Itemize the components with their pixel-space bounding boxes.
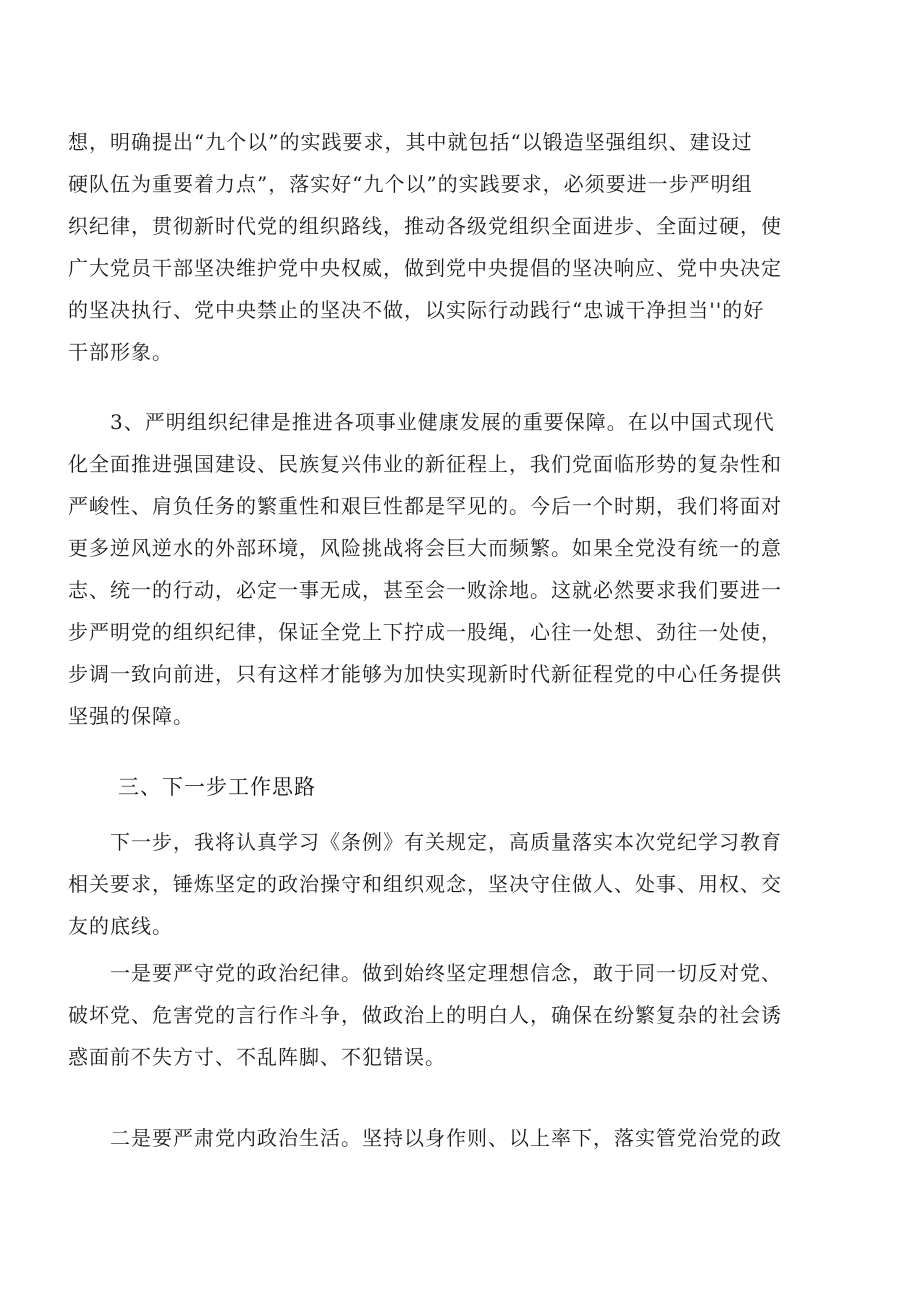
text-line: 硬队伍为重要着力点”，落实好“九个以”的实践要求，必须要进一步严明组 <box>68 172 753 196</box>
text-line: 的坚决执行、党中央禁止的坚决不做，以实际行动践行“忠诚干净担当''的好 <box>68 298 765 322</box>
text-line: 惑面前不失方寸、不乱阵脚、不犯错误。 <box>68 1045 446 1069</box>
text-line: 干部形象。 <box>68 340 173 364</box>
text-line: 坚强的保障。 <box>68 704 194 728</box>
text-line: 严峻性、肩负任务的繁重性和艰巨性都是罕见的。今后一个时期，我们将面对 <box>68 494 782 518</box>
text-line: 友的底线。 <box>68 914 173 938</box>
text-line: 二是要严肃党内政治生活。坚持以身作则、以上率下，落实管党治党的政 <box>68 1126 782 1150</box>
paragraph-party-life <box>68 1117 858 1159</box>
section-heading: 三、下一步工作思路 <box>118 775 316 799</box>
paragraph-continuation <box>68 121 858 373</box>
paragraph-political-discipline <box>68 952 858 1078</box>
text-line: 织纪律，贯彻新时代党的组织路线，推动各级党组织全面进步、全面过硬，使 <box>68 214 782 238</box>
text-line: 志、统一的行动，必定一事无成，甚至会一败涂地。这就必然要求我们要进一 <box>68 578 782 602</box>
text-line: 相关要求，锤炼坚定的政治操守和组织观念，坚决守住做人、处事、用权、交 <box>68 872 782 896</box>
text-line: 想，明确提出“九个以”的实践要求，其中就包括“以锻造坚强组织、建设过 <box>68 130 753 154</box>
text-line: 更多逆风逆水的外部环境，风险挑战将会巨大而频繁。如果全党没有统一的意 <box>68 536 782 560</box>
text-line: 步调一致向前进，只有这样才能够为加快实现新时代新征程党的中心任务提供 <box>68 662 782 686</box>
paragraph-point-3 <box>68 401 858 737</box>
paragraph-next-step <box>68 821 858 947</box>
text-line: 破坏党、危害党的言行作斗争，做政治上的明白人，确保在纷繁复杂的社会诱 <box>68 1003 782 1027</box>
text-line: 广大党员干部坚决维护党中央权威，做到党中央提倡的坚决响应、党中央决定 <box>68 256 782 280</box>
text-line: 3、严明组织纪律是推进各项事业健康发展的重要保障。在以中国式现代 <box>68 410 775 434</box>
text-line: 下一步，我将认真学习《条例》有关规定，高质量落实本次党纪学习教育 <box>68 830 782 854</box>
text-line: 一是要严守党的政治纪律。做到始终坚定理想信念，敢于同一切反对党、 <box>68 961 782 985</box>
text-line: 化全面推进强国建设、民族复兴伟业的新征程上，我们党面临形势的复杂性和 <box>68 452 782 476</box>
text-line: 步严明党的组织纪律，保证全党上下拧成一股绳，心往一处想、劲往一处使， <box>68 620 782 644</box>
